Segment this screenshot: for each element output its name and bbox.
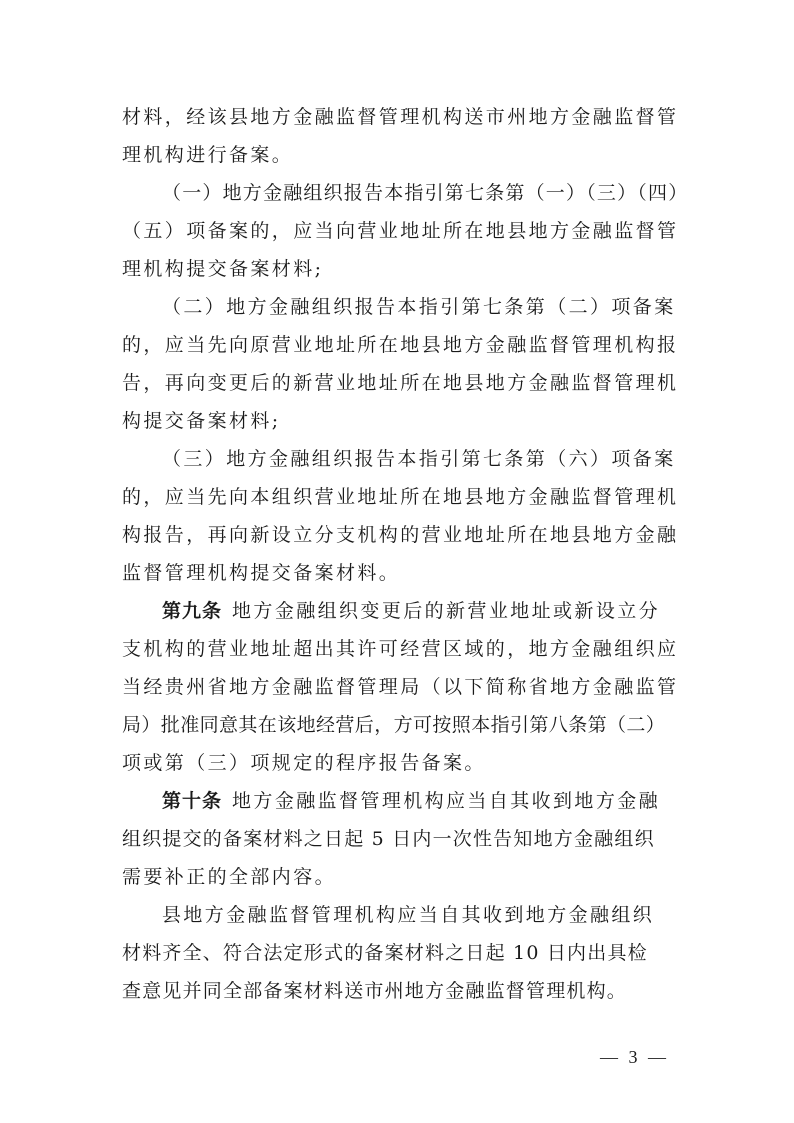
text-line: 县地方金融监督管理机构应当自其收到地方金融组织 [162, 904, 655, 926]
text-line: 支机构的营业地址超出其许可经营区域的，地方金融组织应 [122, 638, 679, 660]
text-line: 告，再向变更后的新营业地址所在地县地方金融监督管理机 [122, 372, 679, 394]
text-span: 地方金融组织变更后的新营业地址或新设立分 [232, 600, 661, 622]
text-line: 局）批准同意其在该地经营后，方可按照本指引第八条第（二） [122, 714, 666, 736]
text-line: 材料齐全、符合法定形式的备案材料之日起 10 日内出具检 [122, 942, 648, 964]
text-line: （二）地方金融组织报告本指引第七条第（二）项备案 [162, 296, 676, 318]
text-line: 构提交备案材料; [122, 410, 281, 432]
text-line: 项或第（三）项规定的程序报告备案。 [122, 752, 486, 774]
page-number: — 3 — [600, 1047, 669, 1067]
text-line: 的，应当先向本组织营业地址所在地县地方金融监督管理机 [122, 486, 679, 508]
text-line: 查意见并同全部备案材料送市州地方金融监督管理机构。 [122, 980, 628, 1002]
text-line: 需要补正的全部内容。 [122, 866, 337, 888]
text-line: 材料，经该县地方金融监督管理机构送市州地方金融监督管 [122, 106, 679, 128]
text-line: 组织提交的备案材料之日起 5 日内一次性告知地方金融组织 [122, 828, 655, 850]
text-line: 理机构进行备案。 [122, 144, 294, 166]
article-ten-first-line [162, 787, 682, 815]
article-heading: 第九条 [162, 600, 223, 622]
article-heading: 第十条 [162, 790, 223, 812]
text-line: 当经贵州省地方金融监督管理局（以下简称省地方金融监管 [122, 676, 679, 698]
text-line: （五）项备案的，应当向营业地址所在地县地方金融监督管 [122, 220, 679, 242]
text-line: 监督管理机构提交备案材料。 [122, 562, 401, 584]
text-line: 理机构提交备案材料; [122, 258, 324, 280]
text-span: 地方金融监督管理机构应当自其收到地方金融 [232, 790, 661, 812]
text-line: 构报告，再向新设立分支机构的营业地址所在地县地方金融 [122, 524, 679, 546]
text-line: （三）地方金融组织报告本指引第七条第（六）项备案 [162, 448, 676, 470]
text-line: （一）地方金融组织报告本指引第七条第（一）（三）（四） [162, 182, 689, 204]
article-nine-first-line [162, 597, 682, 625]
text-line: 的，应当先向原营业地址所在地县地方金融监督管理机构报 [122, 334, 679, 356]
